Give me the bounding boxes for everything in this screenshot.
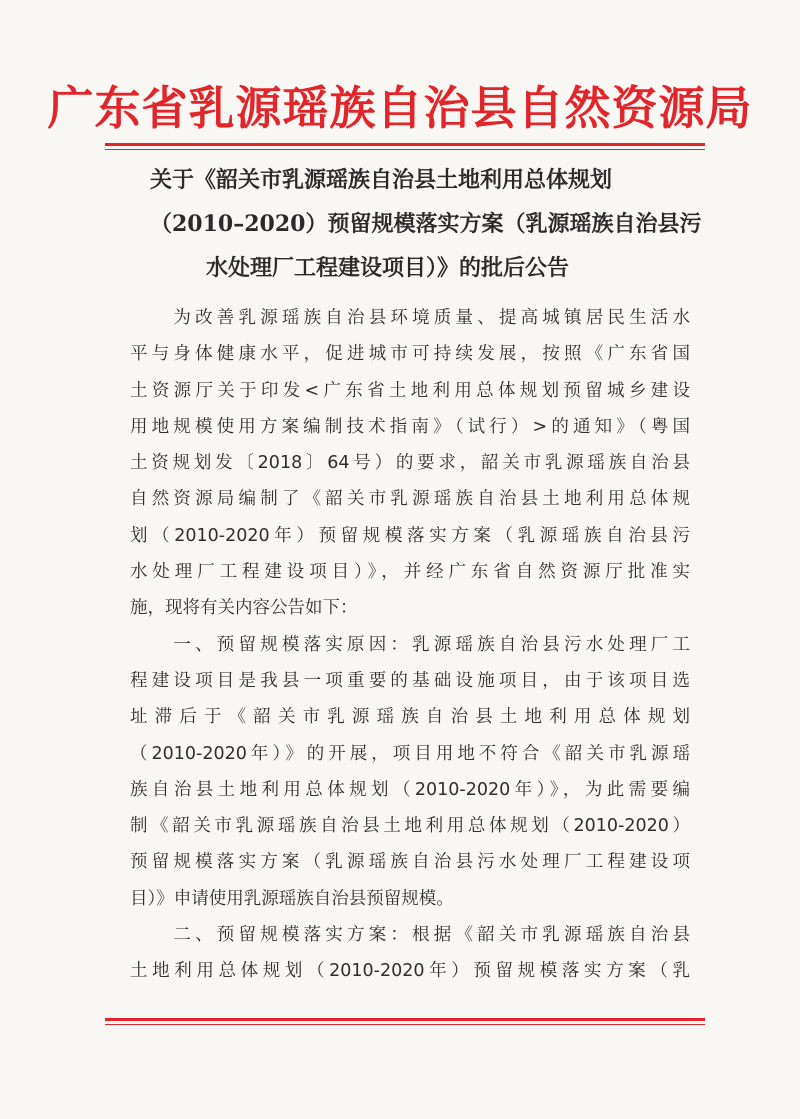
paragraph-reason	[130, 627, 690, 917]
body-line: 为改善乳源瑶族自治县环境质量、提高城镇居民生活水	[130, 308, 690, 328]
body-line: 二、预留规模落实方案：根据《韶关市乳源瑶族自治县	[130, 925, 690, 946]
body-line: 水处理厂工程建设项目）》，并经广东省自然资源厅批准实	[130, 562, 690, 583]
body-line: 预留规模落实方案（乳源瑶族自治县污水处理厂工程建设项	[130, 852, 690, 873]
body-line: 目）》申请使用乳源瑶族自治县预留规模。	[130, 888, 454, 909]
body-line: 自然资源局编制了《韶关市乳源瑶族自治县土地利用总体规	[130, 489, 690, 510]
header-red-rule-thin	[105, 149, 705, 150]
footer-red-rule-thick	[105, 1018, 705, 1021]
body-line: 族自治县土地利用总体规划（2010-2020年）》，为此需要编	[130, 779, 690, 800]
body-line: 用地规模使用方案编制技术指南》（试行）>的通知》（粤国	[130, 416, 690, 437]
body-line: 土资源厅关于印发<广东省土地利用总体规划预留城乡建设	[130, 380, 690, 401]
footer-red-rule-thin	[105, 1024, 705, 1025]
body-line: 平与身体健康水平，促进城市可持续发展，按照《广东省国	[130, 344, 690, 365]
paragraph-intro	[130, 300, 690, 627]
body-line: 址滞后于《韶关市乳源瑶族自治县土地利用总体规划	[130, 707, 690, 728]
title-line: （2010–2020）预留规模落实方案（乳源瑶族自治县污	[150, 211, 702, 237]
body-line: 施，现将有关内容公告如下：	[130, 598, 358, 619]
body-line: 土资规划发〔2018〕64号）的要求，韶关市乳源瑶族自治县	[130, 453, 690, 474]
body-line: 程建设项目是我县一项重要的基础设施项目，由于该项目选	[130, 670, 690, 691]
document-title	[150, 158, 702, 290]
header-red-rule-thick	[105, 143, 705, 146]
body-line: 一、预留规模落实原因：乳源瑶族自治县污水处理厂工	[130, 634, 690, 655]
body-line: 划（2010-2020年）预留规模落实方案（乳源瑶族自治县污	[130, 525, 690, 546]
issuing-authority-header: 广东省乳源瑶族自治县自然资源局	[47, 81, 753, 135]
body-line: 制《韶关市乳源瑶族自治县土地利用总体规划（2010-2020）	[130, 816, 690, 837]
body-line: （2010-2020年）》的开展，项目用地不符合《韶关市乳源瑶	[130, 743, 690, 764]
title-line: 水处理厂工程建设项目）》的批后公告	[206, 255, 570, 281]
document-body	[130, 300, 690, 990]
paragraph-plan	[130, 917, 690, 990]
body-line: 土地利用总体规划（2010-2020年）预留规模落实方案（乳	[130, 961, 690, 982]
title-line: 关于《韶关市乳源瑶族自治县土地利用总体规划	[150, 167, 613, 193]
